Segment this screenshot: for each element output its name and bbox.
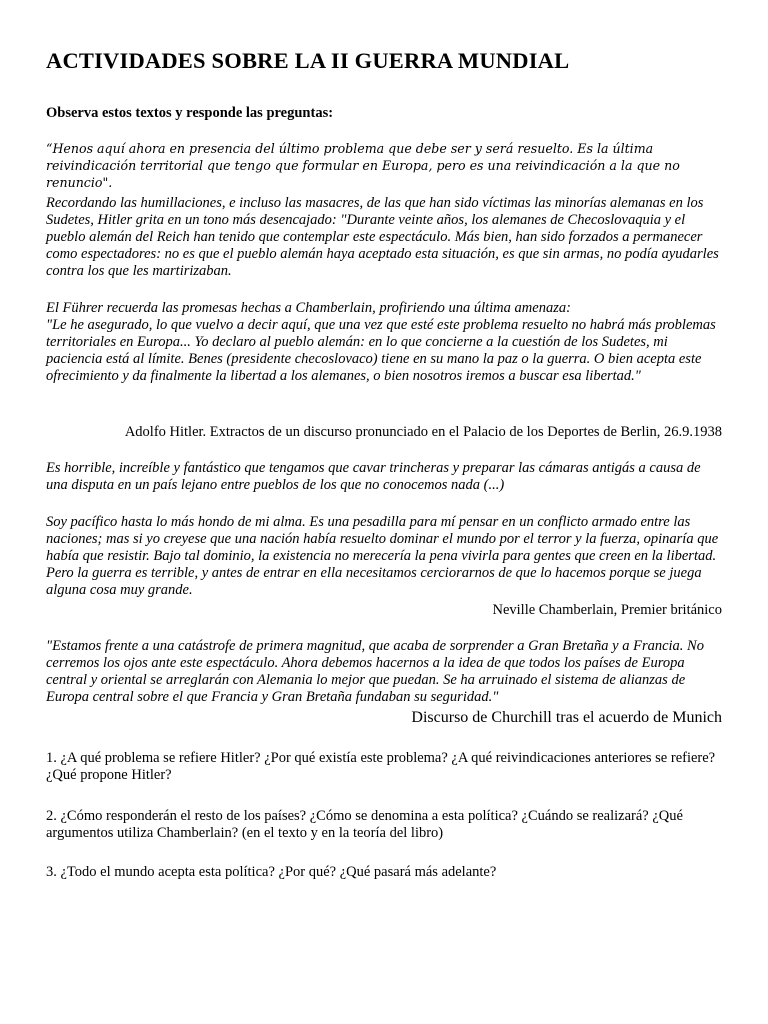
quote-hitler-1: “Henos aquí ahora en presencia del último problema que debe ser y será resuelto. Es la última reivindicación territorial que tengo que formular en Europa, pero es una reivindicación a la que no renuncio". <box>46 141 680 190</box>
quote-chamberlain-2: Soy pacífico hasta lo más hondo de mi alma. Es una pesadilla para mí pensar en un conflicto armado entre las naciones; mas si yo creyese que una nación había resuelto dominar el mundo por el terror y la fuerza, opinaría que había que resistir. Bajo tal dominio, la existencia no merecería la pena vivirla para gentes que creen en la libertad. Pero la guerra es terrible, y antes de entrar en ella necesitamos cerciorarnos de que lo hacemos porque se juega alguna cosa muy grande. <box>46 514 719 598</box>
instructions: Observa estos textos y responde las preguntas: <box>46 105 334 121</box>
source-chamberlain: Neville Chamberlain, Premier británico <box>492 602 722 618</box>
page-title: ACTIVIDADES SOBRE LA II GUERRA MUNDIAL <box>46 48 570 73</box>
question-2: 2. ¿Cómo responderán el resto de los países? ¿Cómo se denomina a esta política? ¿Cuándo se realizará? ¿Qué argumentos utiliza Chamberlain? (en el texto y en la teoría del libro) <box>46 808 683 841</box>
quote-hitler-2: Recordando las humillaciones, e incluso las masacres, de las que han sido víctimas las minorías alemanas en los Sudetes, Hitler grita en un tono más desencajado: "Durante veinte años, los alemanes de Checoslovaquia y el pueblo alemán del Reich han tenido que contemplar este espectáculo. Más bien, han sido forzados a permanecer como espectadores: no es que el pueblo alemán haya aceptado esta situación, es que sin armas, no podía ayudarles contra los que les martirizaban. <box>46 195 719 279</box>
source-churchill: Discurso de Churchill tras el acuerdo de Munich <box>411 709 722 726</box>
quote-hitler-3 <box>46 300 722 385</box>
quote-hitler-3-intro: El Führer recuerda las promesas hechas a Chamberlain, profiriendo una última amenaza: <box>46 300 571 316</box>
source-hitler: Adolfo Hitler. Extractos de un discurso pronunciado en el Palacio de los Deportes de Berlin, 26.9.1938 <box>124 424 722 440</box>
quote-hitler-3-body: "Le he asegurado, lo que vuelvo a decir aquí, que una vez que esté este problema resuelto no habrá más problemas territoriales en Europa... Yo declaro al pueblo alemán: en lo que concierne a la cuestión de los Sudetes, mi paciencia está al límite. Benes (presidente checoslovaco) tiene en su mano la paz o la guerra. O bien acepta este ofrecimiento y da finalmente la libertad a los alemanes, o bien nosotros iremos a buscar esa libertad." <box>46 317 716 384</box>
quote-churchill: "Estamos frente a una catástrofe de primera magnitud, que acaba de sorprender a Gran Bretaña y a Francia. No cerremos los ojos ante este espectáculo. Ahora debemos hacernos a la idea de que todos los países de Europa central y oriental se arreglarán con Alemania lo mejor que puedan. Se ha arruinado el sistema de alianzas de Europa central sobre el que Francia y Gran Bretaña fundaban su seguridad." <box>46 638 704 705</box>
question-1: 1. ¿A qué problema se refiere Hitler? ¿Por qué existía este problema? ¿A qué reivindicaciones anteriores se refiere? ¿Qué propone Hitler? <box>46 750 716 783</box>
question-3: 3. ¿Todo el mundo acepta esta política? ¿Por qué? ¿Qué pasará más adelante? <box>46 864 497 880</box>
quote-chamberlain-1: Es horrible, increíble y fantástico que tengamos que cavar trincheras y preparar las cámaras antigás a causa de una disputa en un país lejano entre pueblos de los que no conocemos nada (...) <box>46 460 701 493</box>
